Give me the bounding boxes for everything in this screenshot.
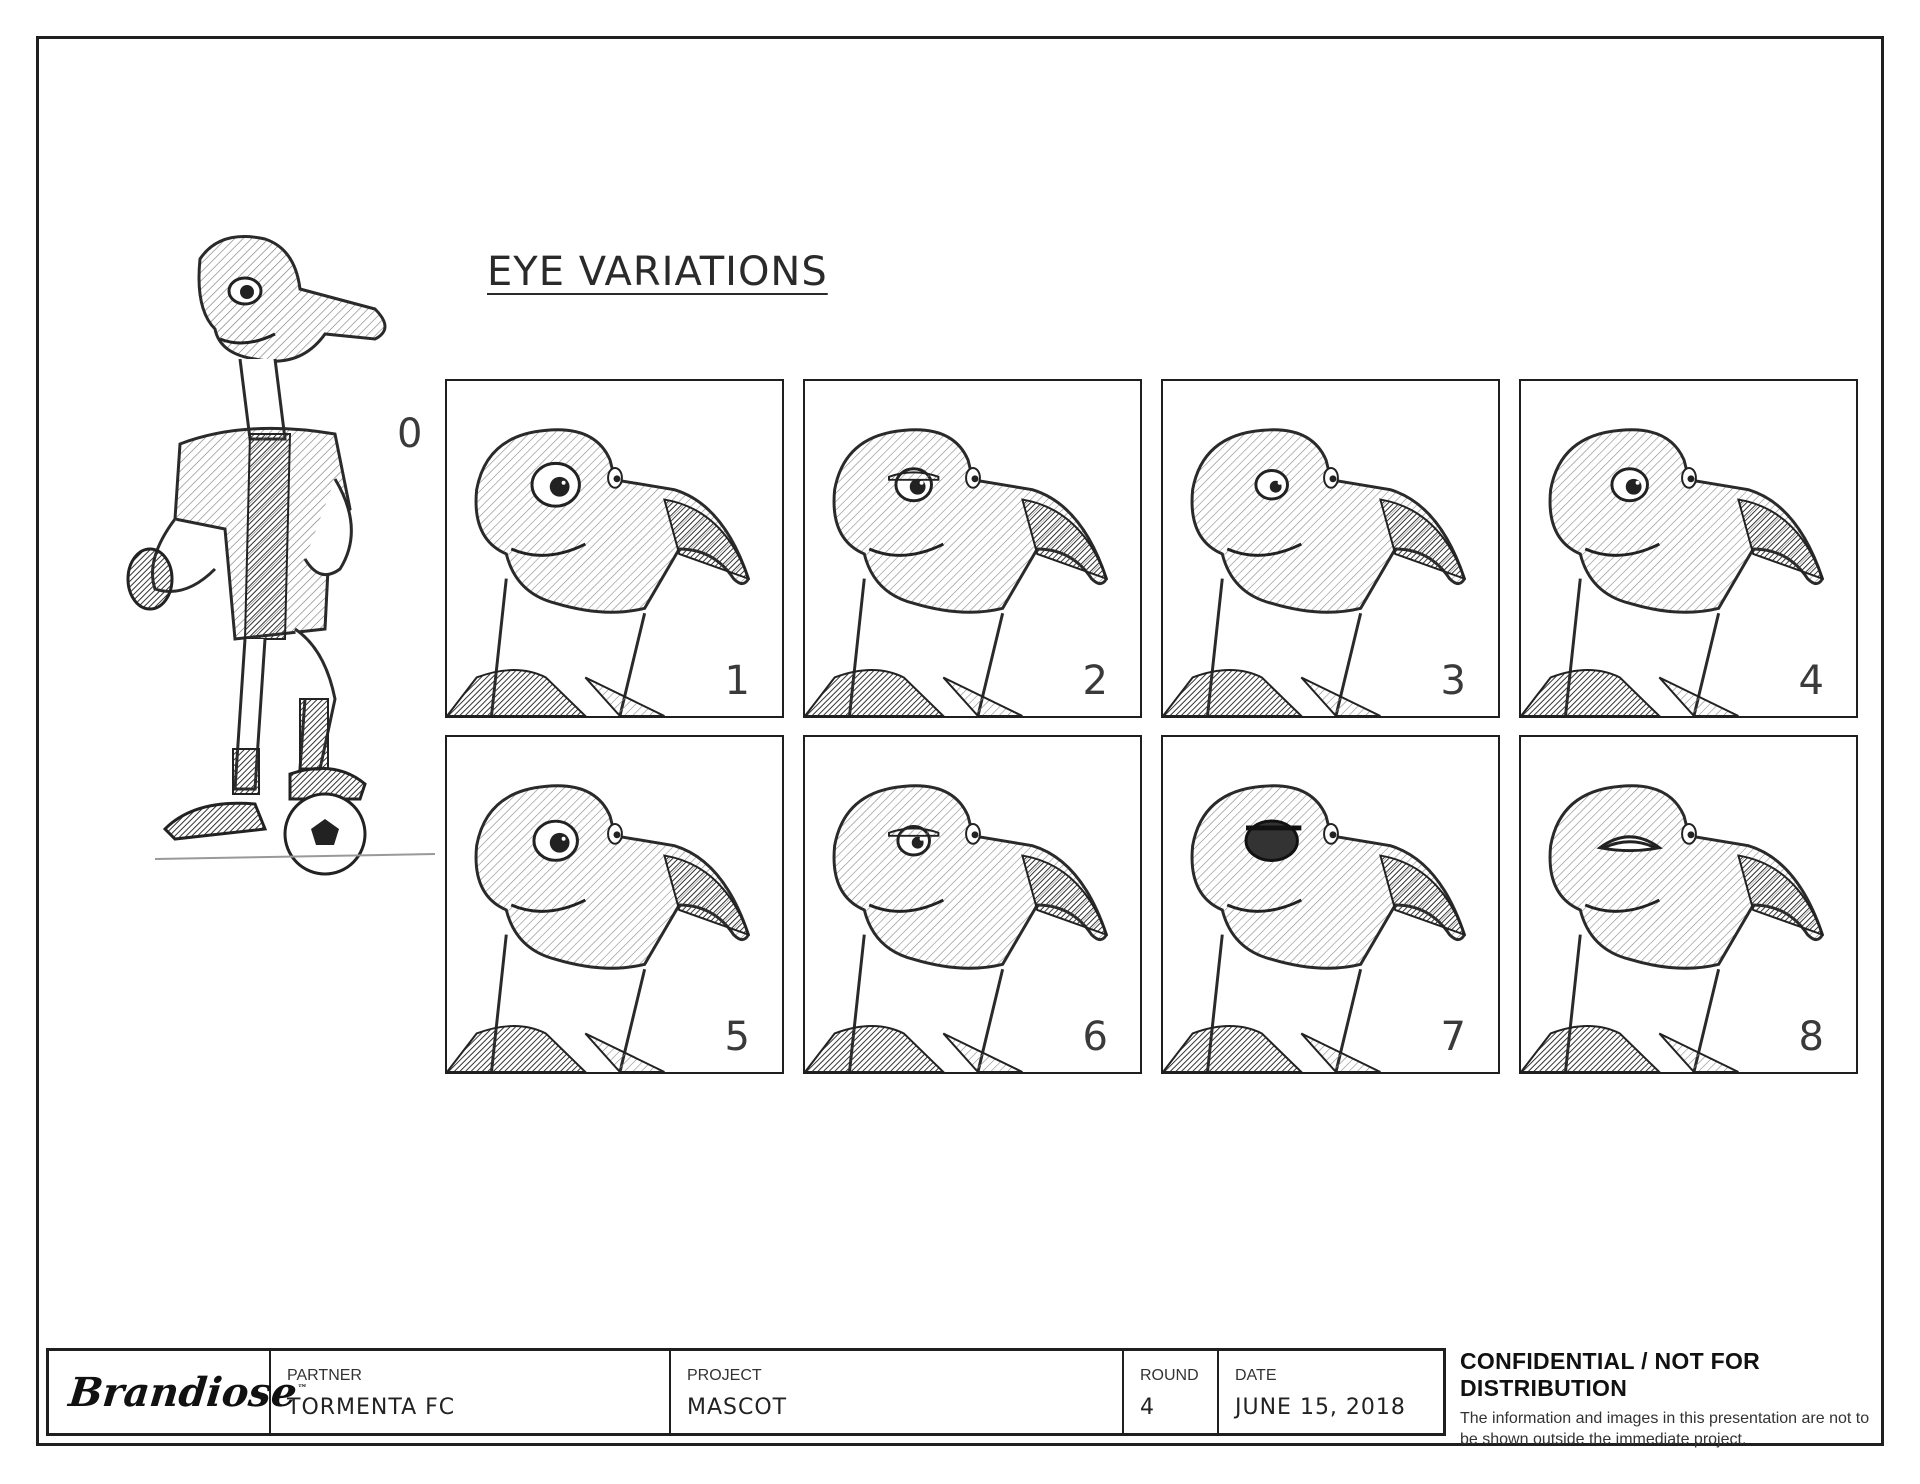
page-title: EYE VARIATIONS xyxy=(487,249,828,295)
title-block xyxy=(46,1348,1446,1436)
partner-value: TORMENTA FC xyxy=(287,1395,456,1420)
panel-number: 2 xyxy=(1082,658,1108,704)
mascot-number: 0 xyxy=(397,411,423,457)
round-label: ROUND xyxy=(1140,1367,1199,1384)
panel-number: 5 xyxy=(724,1014,750,1060)
project-cell xyxy=(671,1351,1124,1433)
eye-variation-panel xyxy=(1161,735,1500,1074)
panel-number: 6 xyxy=(1082,1014,1108,1060)
date-label: DATE xyxy=(1235,1367,1277,1384)
confidential-text: The information and images in this presentation are not to be shown outside the immediate project. xyxy=(1460,1410,1870,1448)
confidential-title: CONFIDENTIAL / NOT FOR DISTRIBUTION xyxy=(1460,1348,1761,1401)
eye-variation-panel xyxy=(803,379,1142,718)
sheet-frame xyxy=(36,36,1884,1446)
round-cell xyxy=(1124,1351,1219,1433)
panel-number: 3 xyxy=(1440,658,1466,704)
brandiose-logo: Brandiose™ xyxy=(66,1369,308,1416)
panel-number: 1 xyxy=(724,658,750,704)
partner-cell xyxy=(271,1351,671,1433)
eye-variation-panel xyxy=(803,735,1142,1074)
project-value: MASCOT xyxy=(687,1395,788,1420)
project-label: PROJECT xyxy=(687,1367,762,1384)
eye-variation-panel xyxy=(445,379,784,718)
panel-number: 8 xyxy=(1798,1014,1824,1060)
panel-number: 7 xyxy=(1440,1014,1466,1060)
eye-variation-panel xyxy=(445,735,784,1074)
date-cell xyxy=(1219,1351,1443,1433)
round-value: 4 xyxy=(1140,1395,1155,1420)
eye-variation-panel xyxy=(1161,379,1500,718)
confidential-notice xyxy=(1460,1348,1880,1450)
eye-variation-panel xyxy=(1519,735,1858,1074)
mascot-full-body-sketch xyxy=(125,229,455,889)
partner-label: PARTNER xyxy=(287,1367,362,1384)
brand-cell xyxy=(49,1351,308,1433)
eye-variation-panel xyxy=(1519,379,1858,718)
panel-number: 4 xyxy=(1798,658,1824,704)
date-value: JUNE 15, 2018 xyxy=(1235,1395,1406,1420)
